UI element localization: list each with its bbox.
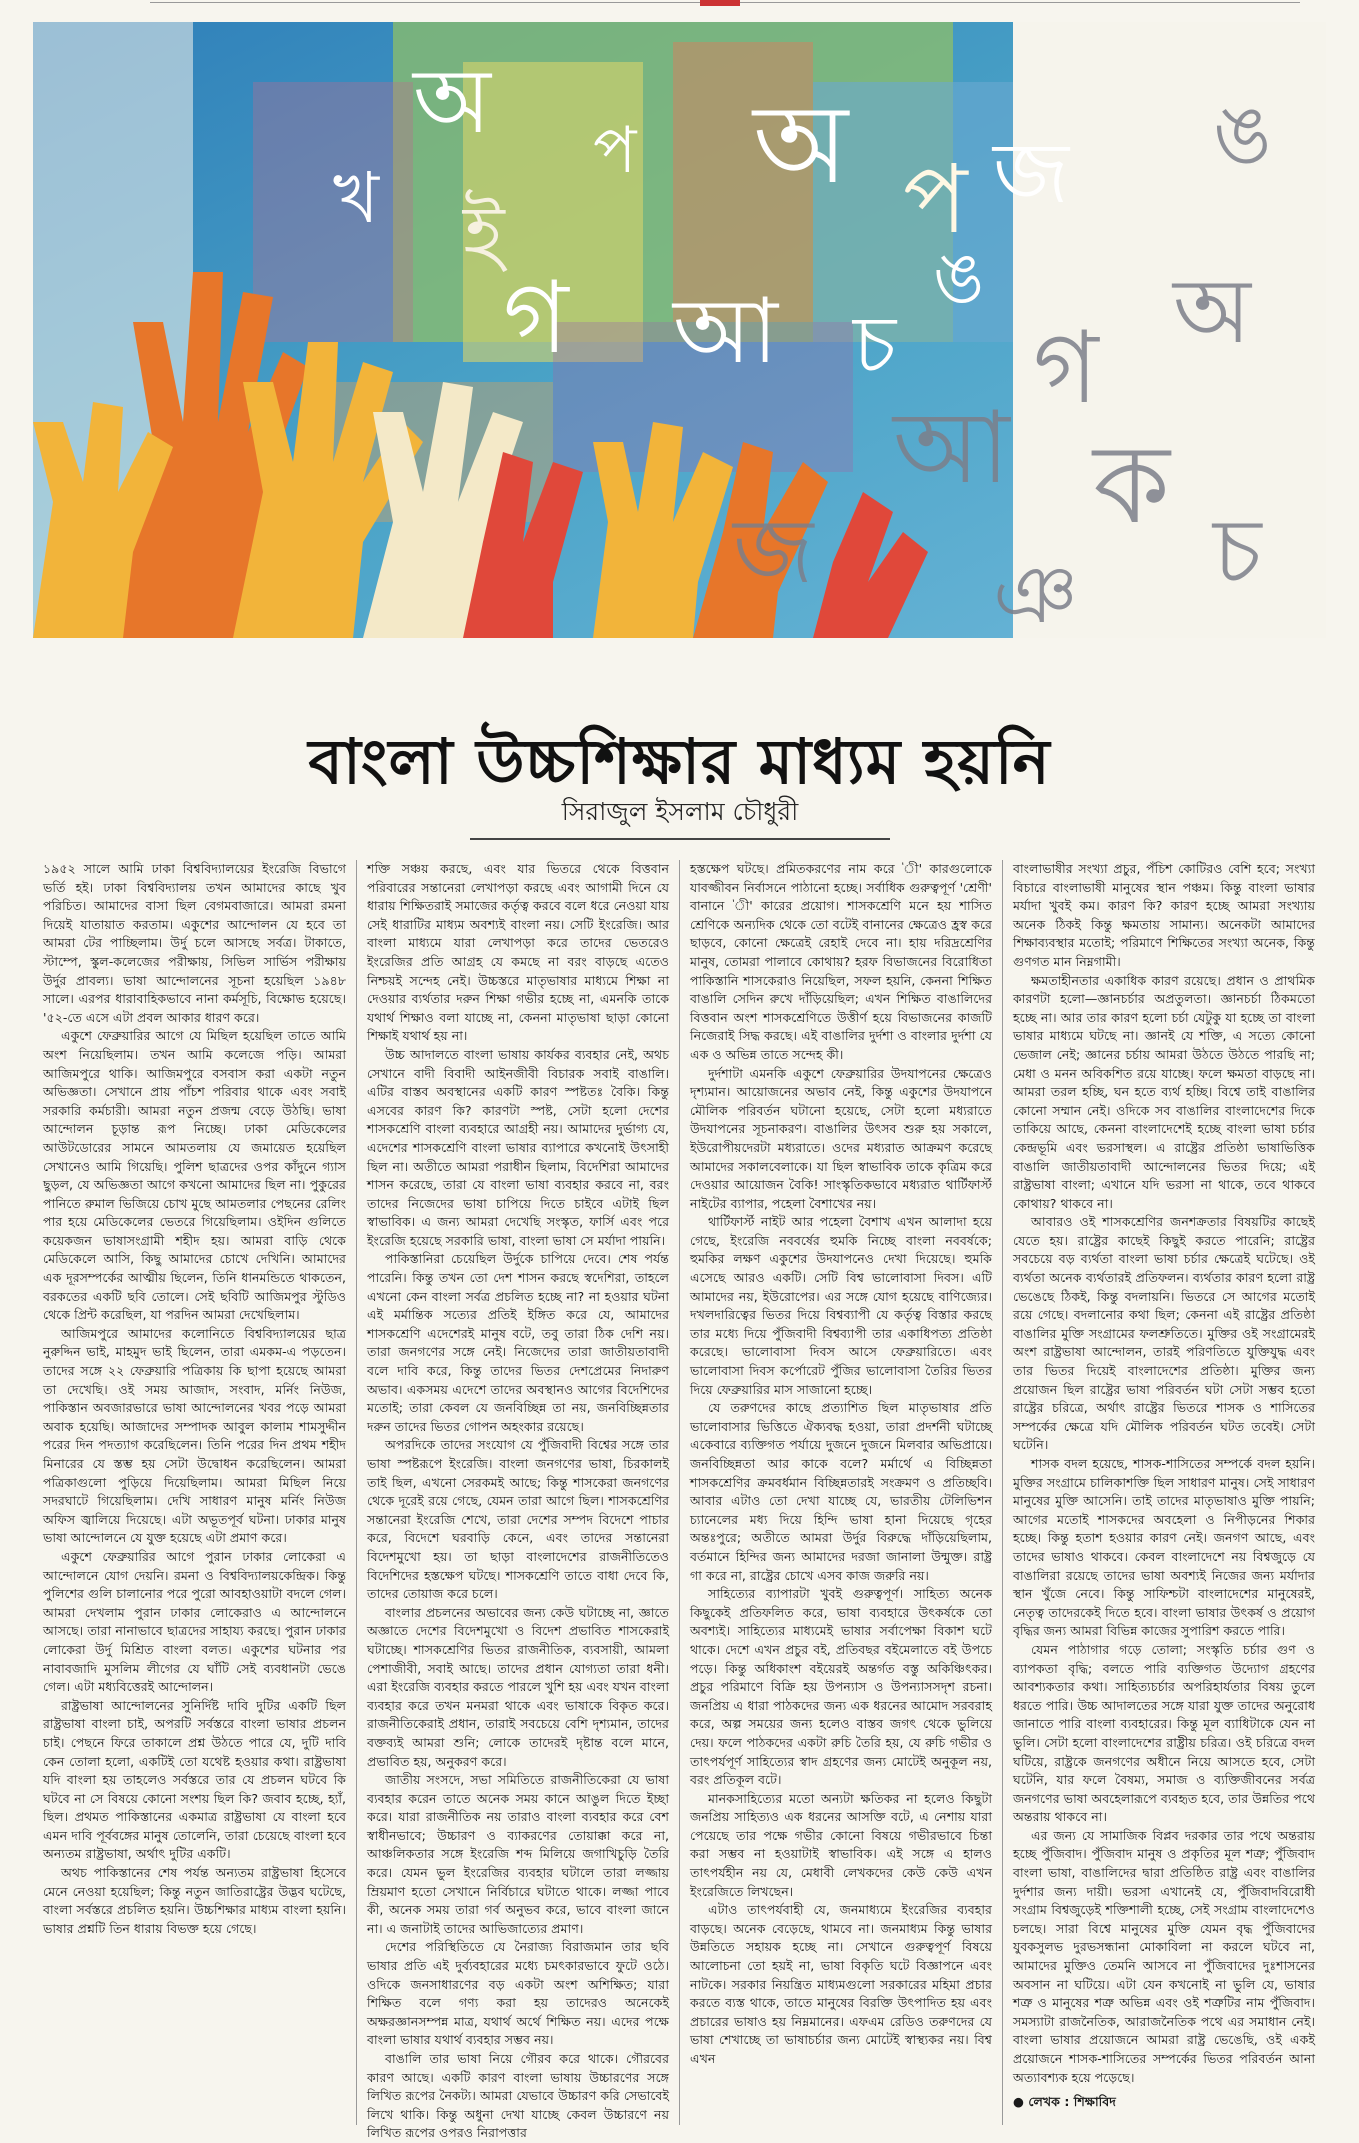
letter-a: অ	[413, 49, 491, 154]
paragraph: এটাও তাৎপর্যবাহী যে, জনমাধ্যমে ইংরেজির ব্যবহার বাড়ছে। অনেক বেড়েছে, থামবে না। জনমাধ্যম কিন্তু ভাষার উন্নতিতে সহায়ক হচ্ছে না। সেখানে গুরুত্বপূর্ণ বিষয়ে আলোচনা তো হয়ই না, ভাষা বিকৃতি ঘটে বিজ্ঞাপনে এবং নাটকে। সরকার নিয়ন্ত্রিত মাধ্যমগুলো সরকারের মহিমা প্রচার করতে ব্যস্ত থাকে, তাতে মানুষের বিরক্তি উৎপাদিত হয় এবং প্রচারের ভাষাও হয় নিম্নমানের। এফএম রেডিও তরুণদের যে ভাষা শেখাচ্ছে তা ভাষাচর্চার জন্য মোটেই স্বাস্থ্যকর নয়। বিশ্ব এখন	[690, 1902, 992, 2066]
letter-ch: চ	[853, 298, 897, 391]
grey-letter-a: অ	[1173, 259, 1251, 364]
paragraph: দুর্দশাটা এমনকি একুশে ফেব্রুয়ারির উদযাপনের ক্ষেত্রেও দৃশ্যমান। আয়োজনের অভাব নেই, কিন্তু একুশের উদযাপনে মৌলিক পরিবর্তন ঘটানো হয়েছে, সেটা হলো মধ্যরাতে উদযাপনের সূচনাকরণ। বাঙালির উৎসব শুরু হয় সকালে, ইউরোপীয়দেরটা মধ্যরাতে। ওদের মধ্যরাত আক্রমণ করেছে আমাদের সকালবেলাকে। যা ছিল স্বাভাবিক তাকে কৃত্রিম করে দেওয়ার আয়োজন বৈকি! সাংস্কৃতিকভাবে মধ্যরাত থার্টিফার্স্ট নাইটের ব্যাপার, পহেলা বৈশাখের নয়।	[690, 1065, 992, 1211]
letter-j: জ	[993, 124, 1070, 223]
paragraph: ১৯৫২ সালে আমি ঢাকা বিশ্ববিদ্যালয়ের ইংরেজি বিভাগে ভর্তি হই। ঢাকা বিশ্ববিদ্যালয় তখন আমাদের কাছে খুব পরিচিত। আমাদের বাসা ছিল বেগমবাজারে। আমরা রমনা দিয়েই যাতায়াত করতাম। একুশের আন্দোলন যে হবে তা আমরা টের পাচ্ছিলাম। উর্দু চলে আসছে সর্বত্র। টাকাতে, স্টাম্পে, স্কুল-কলেজের পরীক্ষায়, সিভিল সার্ভিস পরীক্ষায় উর্দুর প্রাবল্য। ভাষা আন্দোলনের সূচনা হয়েছিল ১৯৪৮ সালে। এরপর ধারাবাহিকভাবে নানা কর্মসূচি, বিক্ষোভ হয়েছে। '৫২-তে এসে এটা প্রবল আকার ধারণ করে।	[43, 861, 346, 1025]
article-column-3	[679, 860, 1002, 2125]
article-body	[33, 860, 1326, 2141]
paragraph: আজিমপুরে আমাদের কলোনিতে বিশ্ববিদ্যালয়ের ছাত্র নুরুদ্দিন ভাই, মাহমুদ ভাই ছিলেন, তারা এমকম-এ পড়তেন। তাদের সঙ্গে ২২ ফেব্রুয়ারি পত্রিকায় কি ছাপা হয়েছে আমরা তা দেখেছি। ওই সময় আজাদ, সংবাদ, মর্নিং নিউজ, পাকিস্তান অবজারভারে ভাষা আন্দোলনের খবর পড়ে আমরা অবাক হয়েছি। আজাদের সম্পাদক আবুল কালাম শামসুদ্দীন পরের দিন পদত্যাগ করেছিলেন। তিনি পরের দিন প্রথম শহীদ মিনারের যে স্তম্ভ হয় সেটা উদ্বোধন করেছিলেন। আমরা পত্রিকাগুলো পুড়িয়ে দিয়েছিলাম। আমরা মিছিল নিয়ে সদরঘাটে গিয়েছিলাম। দেখি সাধারণ মানুষ মর্নিং নিউজ অফিস জ্বালিয়ে দিয়েছে। এটা অভূতপূর্ব ঘটনা। ঢাকার মানুষ ভাষা আন্দোলনে যে যুক্ত হয়েছে এটা প্রমাণ করে।	[43, 1325, 346, 1546]
illustration-artwork	[33, 22, 1326, 641]
letter-i: ই	[463, 188, 505, 281]
paragraph: হস্তক্ষেপ ঘটছে। প্রমিতকরণের নাম করে 'ী' কারগুলোকে যাবজ্জীবন নির্বাসনে পাঠানো হচ্ছে। সর্বাধিক গুরুত্বপূর্ণ 'শ্রেণী' বানানে 'ী' কারের প্রয়োগ। শাসকশ্রেণি মনে হয় শাসিত শ্রেণিকে অন্যদিক থেকে তো বটেই বানানের ক্ষেত্রেও হ্রস্ব করে ছাড়বে, কোনো ক্ষেত্রেই রেহাই দেবে না। হায় দরিদ্রশ্রেণির মানুষ, তোমরা পালাবে কোথায়? হরফ বিভাজনের বিরোধিতা পাকিস্তানি শাসকেরাও নিয়েছিল, সফল হয়নি, কেননা শিক্ষিত বাঙালি সেদিন রুখে দাঁড়িয়েছিল; এখন শিক্ষিত বাঙালিদের বিত্তবান অংশ শাসকশ্রেণিতে উত্তীর্ণ হয়ে বিভাজনের কাজটি নিজেরাই সিদ্ধ করছে। এই বাঙালির দুর্দশা ও বাংলার দুর্দশা যে এক ও অভিন্ন তাতে সন্দেহ কী।	[690, 861, 992, 1062]
paragraph: যেমন পাঠাগার গড়ে তোলা; সংস্কৃতি চর্চার গুণ ও ব্যাপকতা বৃদ্ধি; বলতে পারি ব্যক্তিগত উদ্যোগ গ্রহণের আবশ্যকতার কথা। সাহিত্যচর্চার অপরিহার্যতার বিষয় তুলে ধরতে পারি। উচ্চ আদালতের সঙ্গে যারা যুক্ত তাদের অনুরোধ জানাতে পারি বাংলা ব্যবহারের। কিন্তু মূল ব্যাধিটাকে যেন না ভুলি। সেটা হলো বাংলাদেশের রাষ্ট্রীয় চরিত্র। ওই চরিত্রে বদল ঘটিয়ে, রাষ্ট্রকে জনগণের অধীনে নিয়ে আসতে হবে, সেটা ঘটেনি, যার ফলে বৈষম্য, সমাজ ও ব্যক্তিজীবনের সর্বত্র জনগণের ভাষা অবহেলারূপে ব্যবহৃত হবে, তার উন্নতির পথে অন্তরায় থাকবে না।	[1013, 1641, 1315, 1825]
paragraph: উচ্চ আদালতে বাংলা ভাষায় কার্যকর ব্যবহার নেই, অথচ সেখানে বাদী বিবাদী আইনজীবী বিচারক সবাই বাঙালি। এটির বাস্তব অবস্থানের একটি কারণ স্পষ্টতঃ বৈকি। কিন্তু এসবের কারণ কি? কারণটা স্পষ্ট, সেটা হলো দেশের শাসকশ্রেণি বাংলা ব্যবহারে আগ্রহী নয়। আমাদের দুর্ভাগ্য যে, এদেশের শাসকশ্রেণি বাংলা ভাষার ব্যাপারে কখনোই উৎসাহী ছিল না। অতীতে আমরা পরাধীন ছিলাম, বিদেশিরা আমাদের শাসন করেছে, তারা যে বাংলা ভাষা ব্যবহার করবে না, বরং তাদের নিজেদের ভাষা চাপিয়ে দিতে চাইবে এটাই ছিল স্বাভাবিক। এ জন্য আমরা দেখেছি সংস্কৃত, ফার্সি এবং পরে ইংরেজি হয়েছে সরকারি ভাষা, বাংলা ভাষা সে মর্যাদা পায়নি।	[367, 1046, 669, 1248]
grey-letter-aa: আ	[893, 389, 1010, 506]
author-note: ● লেখক : শিক্ষাবিদ	[1013, 2094, 1116, 2110]
article-column-1	[33, 860, 356, 2125]
top-strip	[0, 0, 1359, 6]
paragraph: যে তরুণদের কাছে প্রত্যাশিত ছিল মাতৃভাষার প্রতি ভালোবাসার ভিত্তিতে ঐক্যবদ্ধ হওয়া, তারা প্রদর্শনী ঘটাচ্ছে একেবারে ব্যক্তিগত পর্যায়ে দুজনে দুজনে মিলবার অভিপ্রায়ে। জনবিচ্ছিন্নতা আর কাকে বলে? মর্মার্থে এ বিচ্ছিন্নতা শাসকশ্রেণির ক্রমবর্ধমান বিচ্ছিন্নতারই সংক্রমণ ও প্রতিচ্ছবি। আবার এটাও তো দেখা যাচ্ছে যে, ভারতীয় টেলিভিশন চ্যানেলের মধ্য দিয়ে হিন্দি ভাষা হানা দিয়েছে গৃহের অন্তঃপুরে; অতীতে আমরা উর্দুর বিরুদ্ধে দাঁড়িয়েছিলাম, বর্তমানে হিন্দির জন্য আমাদের দরজা জানালা উন্মুক্ত। রাষ্ট্র গা করে না, রাষ্ট্রের চোখে এসব কাজ জরুরি নয়।	[690, 1400, 992, 1583]
letter-g: গ	[503, 259, 569, 376]
paragraph: বাংলার প্রচলনের অভাবের জন্য কেউ ঘটাচ্ছে না, জ্ঞাতে অজ্ঞাতে দেশের বিদেশমুখো ও বিদেশ প্রভাবিত শাসকেরাই ঘটাচ্ছে। শাসকশ্রেণির ভিতর রাজনীতিক, ব্যবসায়ী, আমলা পেশাজীবী, সবাই আছে। তাদের প্রধান যোগ্যতা তারা ধনী। এরা ইংরেজি ব্যবহার করতে পারলে খুশি হয় এবং যখন বাংলা ব্যবহার করে তখন মনমরা থাকে এবং ভাষাকে বিকৃত করে। রাজনীতিকেরাই প্রধান, তারাই সবচেয়ে বেশি দৃশ্যমান, তাদের বক্তব্যই আমরা শুনি; লোকে তাদেরই দৃষ্টান্ত বলে মানে, প্রভাবিত হয়, অনুকরণ করে।	[367, 1604, 669, 1769]
grey-letter-ch: চ	[1213, 499, 1262, 604]
paragraph: বাংলাভাষীর সংখ্যা প্রচুর, পঁচিশ কোটিরও বেশি হবে; সংখ্যা বিচারে বাংলাভাষী মানুষের স্থান পঞ্চম। কিন্তু বাংলা ভাষার মর্যাদা খুবই কম। কারণ কি? কারণ হচ্ছে আমরা সংখ্যায় অনেক ঠিকই কিন্তু ক্ষমতায় সামান্য। অনেকটা আমাদের শিক্ষাব্যবস্থার মতোই; পরিমাণে শিক্ষিতের সংখ্যা অনেক, কিন্তু গুণগত মান নিম্নগামী।	[1013, 861, 1315, 969]
paragraph: আবারও ওই শাসকশ্রেণির জনশক্রতার বিষয়টির কাছেই যেতে হয়। রাষ্ট্রের কাছেই কিছুই করতে পারেনি; রাষ্ট্রের সবচেয়ে বড় ব্যর্থতা বাংলা ভাষা চর্চার ক্ষেত্রেই ঘটেছে। ওই ব্যর্থতা অনেক ব্যর্থতারই প্রতিফলন। ব্যর্থতার কারণ হলো রাষ্ট্র ভেঙেছে ঠিকই, কিন্তু বদলায়নি। ভিতরে সে আগের মতোই রয়ে গেছে। বদলানোর কথা ছিল; কেননা এই রাষ্ট্রের প্রতিষ্ঠা বাঙালির মুক্তি সংগ্রামের ফলশ্রুতিতে। মুক্তির ওই সংগ্রামেরই অংশ রাষ্ট্রভাষা আন্দোলন, তারই পরিণতিতে যুক্তিযুদ্ধ এবং তার ভিতর দিয়েই বাংলাদেশের প্রতিষ্ঠা। মুক্তির জন্য প্রয়োজন ছিল রাষ্ট্রের ভাষা পরিবর্তন ঘটা সেটা সম্ভব হতো রাষ্ট্রের চরিত্রে, অর্থাৎ রাষ্ট্রের ভিতরে শাসক ও শাসিতের সম্পর্কের ক্ষেত্রে যদি মৌলিক পরিবর্তন ঘটত তবেই। সেটা ঘটেনি।	[1013, 1214, 1315, 1453]
paragraph: জাতীয় সংসদে, সভা সমিতিতে রাজনীতিকেরা যে ভাষা ব্যবহার করেন তাতে অনেক সময় কানে আঙুল দিতে ইচ্ছা করে। যারা রাজনীতিক নয় তারাও বাংলা ব্যবহার করে বেশ স্বাধীনভাবে; উচ্চারণ ও ব্যাকরণের তোয়াক্কা করে না, আঞ্চলিকতার সঙ্গে ইংরেজি শব্দ মিলিয়ে জগাখিচুড়ি তৈরি করে। যেমন ভুল ইংরেজির ব্যবহার ঘটালে তারা লজ্জায় ম্রিয়মাণ হতো সেখানে নির্বিচারে ঘটাতে থাকে। লজ্জা পাবে কী, অনেক সময় তারা গর্ব অনুভব করে, ভাবে বাংলা জানে না। এ জনাটাই তাদের আভিজাত্যের প্রমাণ।	[367, 1772, 669, 1936]
paragraph: ক্ষমতাহীনতার একাধিক কারণ রয়েছে। প্রধান ও প্রাথমিক কারণটা হলো—জ্ঞানচর্চার অপ্রতুলতা। জ্ঞানচর্চা ঠিকমতো হচ্ছে না। আর তার কারণ হলো চর্চা যেটুকু যা হচ্ছে তা বাংলা ভাষার মাধ্যমে ঘটছে না। জ্ঞানই যে শক্তি, এ সত্যে কোনো ভেজাল নেই; জ্ঞানের চর্চায় আমরা উঠতে উঠতে পারছি না; মেধা ও মনন অবিকশিত রয়ে যাচ্ছে। ফলে ক্ষমতা বাড়ছে না। আমরা তরল হচ্ছি, ঘন হতে ব্যর্থ হচ্ছি। বিশ্বে তাই বাঙালির কোনো সম্মান নেই। ওদিকে সব বাঙালির বাংলাদেশের দিকে তাকিয়ে আছে, কেননা বাংলাদেশেই হচ্ছে বাংলা ভাষা চর্চার কেন্দ্রভূমি এবং ভরসাস্থল। এ রাষ্ট্রের প্রতিষ্ঠা ভাষাভিত্তিক বাঙালি জাতীয়তাবাদী আন্দোলনের ভিতর দিয়ে; এই রাষ্ট্রভাষা বাংলা; এখানে যদি ভরসা না থাকে, তবে থাকবে কোথায়? থাকবে না।	[1013, 972, 1315, 1211]
author-block	[470, 790, 890, 840]
letter-a-large: অ	[753, 80, 849, 208]
paragraph: একুশে ফেব্রুয়ারির আগে যে মিছিল হয়েছিল তাতে আমি অংশ নিয়েছিলাম। তখন আমি কলেজে পড়ি। আমরা আজিমপুরে থাকি। আজিমপুরে বসবাস করা একটা নতুন অভিজ্ঞতা। সেখানে প্রায় পাঁচশ পরিবার থাকে এবং সবাই সরকারি কর্মচারী। আমরা নতুন প্রজন্ম বেড়ে উঠছি। ভাষা আন্দোলন চূড়ান্ত রূপ নিচ্ছে। ঢাকা মেডিকেলের আউটডোরের সামনে আমতলায় যে জমায়েত হয়েছিল সেখানেও আমি গিয়েছি। পুলিশ ছাত্রদের ওপর কাঁদুনে গ্যাস ছুড়ল, যে অভিজ্ঞতা আগে কখনো আমাদের ছিল না। পুকুরের পানিতে রুমাল ভিজিয়ে চোখ মুছে আমতলার পেছনের রেলিং পার হয়ে মেডিকেলের ভেতরে গিয়েছিলাম। ওইদিন গুলিতে কয়েকজন ভাষাসংগ্রামী শহীদ হয়। আমরা বাড়ি থেকে মেডিকেলে আসি, কিছু আমাদের চোখে দেখিনি। আমাদের এক দূরসম্পর্কের আত্মীয় ছিলেন, তিনি ধানমন্ডিতে থাকতেন, বরকতের একটি ছবি তোলে। সেই ছবিটি আজিমপুর স্টুডিও থেকে প্রিন্ট করেছিল, যা পরদিন আমরা দেখেছিলাম।	[43, 1028, 346, 1323]
paragraph: সাহিত্যের ব্যাপারটা খুবই গুরুত্বপূর্ণ। সাহিত্য অনেক কিছুকেই প্রতিফলিত করে, ভাষা ব্যবহারে উৎকর্ষকে তো অবশ্যই। সাহিত্যের মাধ্যমেই ভাষার সর্বাপেক্ষা বিকাশ ঘটে থাকে। দেশে এখন প্রচুর বই, প্রতিবছর বইমেলাতে বই উপচে পড়ে। কিন্তু অধিকাংশ বইয়েরই অন্তর্গত বস্তু অকিঞ্চিৎকর। প্রচুর পরিমাণে বিক্রি হয় উপন্যাস ও উপন্যাসসদৃশ রচনা। জনপ্রিয় এ ধারা পাঠকদের জন্য এক ধরনের আমোদ সরবরাহ করে, অল্প সময়ের জন্য হলেও বাস্তব জগৎ থেকে ভুলিয়ে দেয়। ফলে পাঠকদের একটা রুচি তৈরি হয়, যে রুচি গভীর ও তাৎপর্যপূর্ণ সাহিত্যের স্বাদ গ্রহণের জন্য মোটেই অনুকূল নয়, বরং প্রতিকূল বটে।	[690, 1586, 992, 1788]
article-author: সিরাজুল ইসলাম চৌধুরী	[561, 797, 799, 826]
paragraph: অথচ পাকিস্তানের শেষ পর্যন্ত অন্যতম রাষ্ট্রভাষা হিসেবে মেনে নেওয়া হয়েছিল; কিন্তু নতুন জাতিরাষ্ট্রের উদ্ভব ঘটেছে, বাংলা সর্বস্তরে প্রচলিত হয়নি। উচ্চশিক্ষার মাধ্যম বাংলা হয়নি। ভাষার প্রশ্নটি তিন ধারায় বিভক্ত হয়ে গেছে।	[43, 1865, 346, 1936]
paragraph: এর জন্য যে সামাজিক বিপ্লব দরকার তার পথে অন্তরায় হচ্ছে পুঁজিবাদ। পুঁজিবাদ মানুষ ও প্রকৃতির মূল শত্রু; পুঁজিবাদ বাংলা ভাষা, বাঙালিদের দ্বারা প্রতিষ্ঠিত রাষ্ট্র এবং বাঙালির দুর্দশার জন্য দায়ী। ভরসা এখানেই যে, পুঁজিবাদবিরোধী সংগ্রাম বিশ্বজুড়েই শক্তিশালী হচ্ছে, সেই সংগ্রাম বাংলাদেশেও চলছে। সারা বিশ্বে মানুষের মুক্তি যেমন বৃদ্ধ পুঁজিবাদের যুবকসুলভ দুরভসন্ধানা মোকাবিলা না করলে ঘটবে না, আমাদের মুক্তিও তেমনি আসবে না পুঁজিবাদের দুঃশাসনের অবসান না ঘটিয়ে। এটা যেন কখনোই না ভুলি যে, ভাষার শত্রু ও মানুষের শত্রু অভিন্ন এবং ওই শত্রুটির নাম পুঁজিবাদ। সমস্যাটা রাজনৈতিক, আরাজনৈতিক পথে এর সমাধান নেই। বাংলা ভাষার প্রয়োজনে আমরা রাষ্ট্র ভেঙেছি, ওই একই প্রয়োজনে শাসক-শাসিতের সম্পর্কের ভিতর পরিবর্তন আনা অত্যাবশ্যক হয়ে পড়েছে।	[1013, 1827, 1315, 2085]
letter-ng: ঙ	[933, 237, 985, 319]
paragraph: শক্তি সঞ্চয় করছে, এবং যার ভিতরে থেকে বিত্তবান পরিবারের সন্তানেরা লেখাপড়া করছে এবং আগামী দিনে যে ধারায় শিক্ষিতরাই সমাজের কর্তৃত্ব করবে বলে ধরে নেওয়া যায় সেই ধারাটির মাধ্যম অবশ্যই বাংলা নয়। সেটি ইংরেজি। আর বাংলা মাধ্যমে যারা লেখাপড়া করে তাদের ভেতরেও ইংরেজির প্রতি আগ্রহ যে কমছে না বরং বাড়ছে এতেও নিশ্চয়ই সন্দেহ নেই। উচ্চস্তরে মাতৃভাষার মাধ্যমে শিক্ষা না দেওয়ার ব্যর্থতার দরুন শিক্ষা গভীর হচ্ছে না, এমনকি তাকে যথার্থ শিক্ষাও বলা যাচ্ছে না, কেননা মাতৃভাষা ছাড়া কোনো শিক্ষাই যথার্থ হয় না।	[367, 861, 669, 1044]
paragraph: অপরদিকে তাদের সংযোগ যে পুঁজিবাদী বিশ্বের সঙ্গে তার ভাষা স্পষ্টরূপে ইংরেজি। বাংলা জনগণের ভাষা, চিরকালই তাই ছিল, এখনো সেরকমই আছে; কিন্তু শাসকেরা জনগণের থেকে দূরেই রয়ে গেছে, যেমন তারা আগে ছিল। শাসকশ্রেণির সন্তানেরা ইংরেজি শেখে, তারা দেশের সম্পদ বিদেশে পাচার করে, বিদেশে ঘরবাড়ি কেনে, এবং তাদের সন্তানেরা বিদেশমুখো হয়। তা ছাড়া বাংলাদেশের রাজনীতিতেও বিদেশিদের হস্তক্ষেপ ঘটছে। শাসকশ্রেণি তাতে বাধা দেবে কি, তাদের তোয়াজ করে চলে।	[367, 1437, 669, 1602]
paragraph: শাসক বদল হয়েছে, শাসক-শাসিতের সম্পর্কে বদল হয়নি। মুক্তির সংগ্রামে চালিকাশক্তি ছিল সাধারণ মানুষ। সেই সাধারণ মানুষের মুক্তি আসেনি। তাই তাদের মাতৃভাষাও মুক্তি পায়নি; আগের মতোই শাসকদের অবহেলা ও নিপীড়নের শিকার হচ্ছে। কিন্তু হতাশ হওয়ার কারণ নেই। জনগণ আছে, এবং তাদের ভাষাও থাকবে। কেবল বাংলাদেশে নয় বিশ্বজুড়ে যে বাঙালিরা রয়েছে তাদের ভাষা অবশ্যই নিজের জন্য মর্যাদার স্থান খুঁজে নেবে। কিন্তু সাফিশ্চটা বাংলাদেশের মানুষেরই, নেতৃত্ব তাদেরকেই দিতে হবে। বাংলা ভাষার উৎকর্ষ ও প্রয়োগ বৃদ্ধির জন্য আমরা বিভিন্ন কাজের সুপারিশ করতে পারি।	[1013, 1456, 1315, 1639]
letter-aa: আ	[673, 279, 778, 384]
grey-letter-g: গ	[1033, 309, 1099, 426]
article-column-4	[1002, 860, 1325, 2125]
article-column-2	[356, 860, 679, 2141]
grey-letter-k: ক	[1093, 420, 1170, 548]
paragraph: একুশে ফেব্রুয়ারির আগে পুরান ঢাকার লোকেরা এ আন্দোলনে যোগ দেয়নি। রমনা ও বিশ্ববিদ্যালয়কেন্দ্রিক। কিন্তু পুলিশের গুলি চালানোর পরে পুরো আবহাওয়াটা বদলে গেল। আমরা দেখলাম পুরান ঢাকার লোকেরাও এ আন্দোলনে আসছে। তারা নানাভাবে ছাত্রদের সাহায্য করছে। পুরান ঢাকার লোকেরা উর্দু মিশ্রিত বাংলা বলত। একুশের ঘটনার পর নাবাবজাদি মুসলিম লীগের যে ঘাঁটি সেই ব্যবধানটা ভেঙে গেল। এটা মধ্যবিত্তেরই আন্দোলন।	[43, 1548, 346, 1695]
paragraph: পাকিস্তানিরা চেয়েছিল উর্দুকে চাপিয়ে দেবে। শেষ পর্যন্ত পারেনি। কিন্তু তখন তো দেশ শাসন করছে স্বদেশিরা, তাহলে এখনো কেন বাংলা সর্বত্র প্রচলিত হচ্ছে না? না হওয়ার ঘটনা এই মর্মান্তিক সত্যের প্রতিই ইঙ্গিত করে যে, আমাদের শাসকশ্রেণি এদেশেরই মানুষ বটে, তবু তারা ঠিক দেশি নয়। তারা জনগণের সঙ্গে নেই। নিজেদের তারা জাতীয়তাবাদী বলে দাবি করে, কিন্তু তাদের ভিতর দেশপ্রেমের নিদারুণ অভাব। একসময় এদেশে তাদের অবস্থানও আগের বিদেশিদের মতোই; তারা কেবল যে জনবিচ্ছিন্ন তা নয়, জনবিচ্ছিন্নতার দরুন তাদের ভিতর গোপন অহংকার রয়েছে।	[367, 1251, 669, 1434]
top-marker	[700, 0, 740, 6]
paragraph: রাষ্ট্রভাষা আন্দোলনের সুনির্দিষ্ট দাবি দুটির একটি ছিল রাষ্ট্রভাষা বাংলা চাই, অপরটি সর্বস্তরে বাংলা ভাষার প্রচলন চাই। পেছনে ফিরে তাকালে প্রশ্ন উঠতে পারে যে, দুটি দাবি কেন তোলা হলো, একটিই তো যথেষ্ট হওয়ার কথা। রাষ্ট্রভাষা যদি বাংলা হয় তাহলেও সর্বস্তরে তার যে প্রচলন ঘটবে কি ঘটবে না সে বিষয়ে কোনো সংশয় ছিল কি? জবাব হচ্ছে, হ্যাঁ, ছিল। প্রথমত পাকিস্তানের একমাত্র রাষ্ট্রভাষা যে বাংলা হবে এমন দাবি পূর্ববঙ্গের মানুষ তোলেনি, তারা চেয়েছে বাংলা হবে অন্যতম রাষ্ট্রভাষা, অর্থাৎ দুটির একটি।	[43, 1697, 346, 1862]
letter-p: প	[593, 114, 637, 188]
article-headline: বাংলা উচ্চশিক্ষার মাধ্যম হয়নি	[308, 724, 1051, 798]
letter-kh: খ	[333, 157, 379, 239]
letter-p-large: প	[903, 145, 968, 255]
grey-letter-nya: ঞ	[993, 548, 1078, 641]
grey-letter-ng: ঙ	[1213, 88, 1272, 181]
paragraph: থার্টিফার্স্ট নাইট আর পহেলা বৈশাখ এখন আলাদা হয়ে গেছে, ইংরেজি নববর্ষের হুমকি নিচ্ছে বাংলা নববর্ষকে; হুমকির লক্ষণ একুশের উদযাপনেও দেখা দিয়েছে। হুমকি এসেছে আরও একটি। সেটি বিশ্ব ভালোবাসা দিবস। এটি আমাদের নয়, ইউরোপের। এর সঙ্গে যোগ হয়েছে বাণিজ্যের। দখলদারিত্বের ভিতর দিয়ে বিশ্বব্যাপী যে কর্তৃত্ব বিস্তার করছে তার মধ্যে দিয়ে পুঁজিবাদী বিশ্বব্যাপী তার একাধিপত্য প্রতিষ্ঠা করেছে। ভালোবাসা দিবস আসে ফেব্রুয়ারিতে। এবং ভালোবাসা দিবস কর্পোরেট পুঁজির ভালোবাসা তৈরির ভিতর দিয়ে ফেব্রুয়ারির মাস সাজানো হচ্ছে।	[690, 1214, 992, 1397]
paragraph: বাঙালি তার ভাষা নিয়ে গৌরব করে থাকে। গৌরবের কারণ আছে। একটি কারণ বাংলা ভাষায় উচ্চারণের সঙ্গে লিখিত রূপের নৈকট্য। আমরা যেভাবে উচ্চারণ করি সেভাবেই লিখে থাকি। কিন্তু অধুনা দেখা যাচ্ছে কেবল উচ্চারণে নয় লিখিত রূপের ওপরও নিরাপত্তার	[367, 2051, 669, 2141]
paragraph: মানকসাহিত্যের মতো অন্যটা ক্ষতিকর না হলেও কিছুটা জনপ্রিয় সাহিত্যও এক ধরনের আসক্তি বটে, এ নেশায় যারা পেয়েছে তার পক্ষে গভীর কোনো বিষয়ে গভীরভাবে চিন্তা করা সম্ভব না হওয়াটাই স্বাভাবিক। এই সঙ্গে এ হালও তাৎপর্যহীন নয় যে, মেধাবী লেখকদের কেউ কেউ এখন ইংরেজিতে লিখছেন।	[690, 1790, 992, 1899]
paragraph: দেশের পরিস্থিতিতে যে নৈরাজ্য বিরাজমান তার ছবি ভাষার প্রতি এই দুর্ব্যবহারের মধ্যে চমৎকারভাবে ফুটে ওঠে। ওদিকে জনসাধারণের বড় একটা অংশ অশিক্ষিত; যারা শিক্ষিত বলে গণ্য করা হয় তাদেরও অনেকেই অক্ষরজ্ঞানসম্পন্ন মাত্র, যথার্থ অর্থে শিক্ষিত নয়। এদের পক্ষে বাংলা ভাষার যথার্থ ব্যবহার সম্ভব নয়।	[367, 1939, 669, 2048]
grey-letter-j: জ	[733, 499, 814, 604]
illustration-banner	[33, 22, 1326, 641]
